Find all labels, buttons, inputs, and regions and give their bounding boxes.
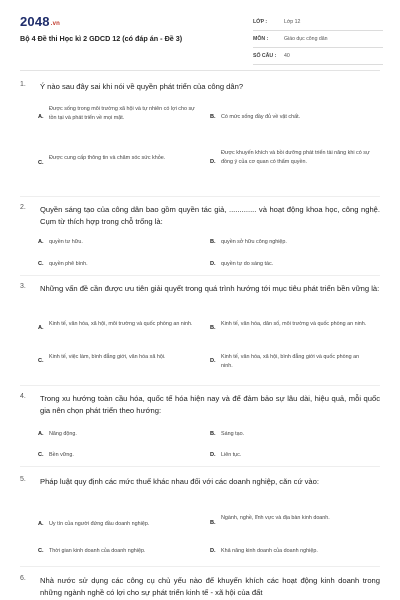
meta-key: LỚP : — [253, 19, 268, 25]
option-text: Kinh tế, văn hóa, dân số, môi trường và quốc phòng an ninh. — [221, 321, 367, 327]
option-text: Liên tục. — [221, 452, 242, 458]
option-letter: D. — [210, 548, 216, 554]
option-text: Được khuyến khích và bồi dưỡng phát triển tài năng khi có sự đồng ý của cơ quan có thẩm quyền. — [221, 150, 370, 165]
meta-value: 40 — [284, 53, 290, 59]
option-letter: C. — [38, 261, 44, 267]
site-logo[interactable] — [20, 14, 60, 29]
meta-key: MÔN : — [253, 36, 269, 42]
question-5 — [20, 476, 380, 562]
option-text: Kinh tế, văn hóa, xã hội, môi trường và quốc phòng an ninh. — [49, 321, 193, 327]
question-1 — [20, 81, 380, 193]
question-separator — [20, 385, 380, 386]
meta-value: Lớp 12 — [284, 19, 301, 25]
document-title: Bộ 4 Đề thi Học kì 2 GDCD 12 (có đáp án - Đề 3) — [20, 34, 183, 43]
option-letter: C. — [38, 548, 44, 554]
question-separator — [20, 275, 380, 276]
option-text: Bền vững. — [49, 452, 74, 458]
option-text: Ngành, nghề, lĩnh vực và địa bàn kinh doanh. — [221, 515, 330, 521]
option-letter: B. — [210, 114, 216, 120]
option-text: Sáng tạo. — [221, 431, 245, 437]
question-number: 5. — [20, 476, 26, 483]
question-number: 3. — [20, 283, 26, 290]
option-letter: B. — [210, 239, 216, 245]
option-letter: A. — [38, 114, 44, 120]
option-letter: A. — [38, 431, 44, 437]
meta-row-subject — [253, 31, 383, 48]
option-letter: A. — [38, 325, 44, 331]
option-text: Uy tín của người đứng đầu doanh nghiệp. — [49, 521, 150, 527]
question-separator — [20, 196, 380, 197]
option-text: Thời gian kinh doanh của doanh nghiệp. — [49, 548, 146, 554]
option-text: quyền tư hữu. — [49, 239, 83, 245]
question-separator — [20, 566, 380, 567]
meta-row-class — [253, 14, 383, 31]
question-2 — [20, 204, 380, 274]
question-text: Pháp luật quy định các mức thuế khác nhau đối với các doanh nghiệp, căn cứ vào: — [40, 477, 319, 486]
question-4 — [20, 393, 380, 463]
question-number: 2. — [20, 204, 26, 211]
option-letter: A. — [38, 521, 44, 527]
meta-value: Giáo dục công dân — [284, 36, 328, 42]
question-text: Những vấn đề cần được ưu tiên giải quyết trong quá trình hướng tới mục tiêu phát triển bền vững là: — [40, 284, 380, 293]
option-letter: B. — [210, 520, 216, 526]
question-6 — [20, 575, 380, 600]
option-text: quyền sở hữu công nghiệp. — [221, 239, 287, 245]
option-text: Khả năng kinh doanh của doanh nghiệp. — [221, 548, 318, 554]
option-letter: C. — [38, 160, 44, 166]
page-header — [0, 0, 400, 72]
option-letter: D. — [210, 159, 216, 165]
option-text: Được sống trong môi trường xã hội và tự nhiên có lợi cho sự tồn tại và phát triển về mọi mặt. — [49, 106, 195, 121]
option-letter: C. — [38, 452, 44, 458]
option-text: Năng động. — [49, 431, 77, 437]
question-number: 6. — [20, 575, 26, 582]
question-text: Nhà nước sử dụng các công cụ chủ yếu nào để khuyến khích các hoạt động kinh doanh trong những ngành nghề có lợi cho sự phát triển kinh tế - xã hội của đất — [40, 576, 380, 597]
question-number: 1. — [20, 81, 26, 88]
logo-text: 2048 — [20, 14, 50, 29]
option-letter: D. — [210, 452, 216, 458]
question-text: Quyền sáng tạo của công dân bao gồm quyền tác giả, ............. và hoạt động khoa học, công nghệ. Cụm từ thích hợp trong chỗ trống là: — [40, 205, 380, 226]
option-text: Được cung cấp thông tin và chăm sóc sức khỏe. — [49, 155, 166, 161]
option-letter: C. — [38, 358, 44, 364]
option-text: quyền phê bình. — [49, 261, 88, 267]
option-text: Kinh tế, văn hóa, xã hội, bình đẳng giới và quốc phòng an ninh. — [221, 354, 360, 369]
meta-key: SỐ CÂU : — [253, 53, 277, 59]
option-letter: B. — [210, 431, 216, 437]
header-divider — [20, 70, 380, 71]
logo-suffix: .vn — [50, 21, 61, 27]
question-text: Ý nào sau đây sai khi nói về quyền phát triển của công dân? — [40, 82, 244, 91]
question-separator — [20, 466, 380, 467]
exam-meta — [253, 14, 383, 65]
question-number: 4. — [20, 393, 26, 400]
question-text: Trong xu hướng toàn cầu hóa, quốc tế hóa hiện nay và để đảm bảo sự lâu dài, hiệu quả, mỗi quốc gia nên chọn phát triển theo hướng: — [40, 394, 380, 415]
option-text: Kinh tế, việc làm, bình đẳng giới, văn hóa xã hội. — [49, 354, 166, 360]
question-3 — [20, 283, 380, 383]
option-letter: D. — [210, 358, 216, 364]
option-letter: D. — [210, 261, 216, 267]
option-letter: A. — [38, 239, 44, 245]
option-letter: B. — [210, 325, 216, 331]
meta-row-count — [253, 48, 383, 65]
option-text: quyền tự do sáng tác. — [221, 261, 274, 267]
option-text: Có mức sống đầy đủ về vật chất. — [221, 114, 301, 120]
